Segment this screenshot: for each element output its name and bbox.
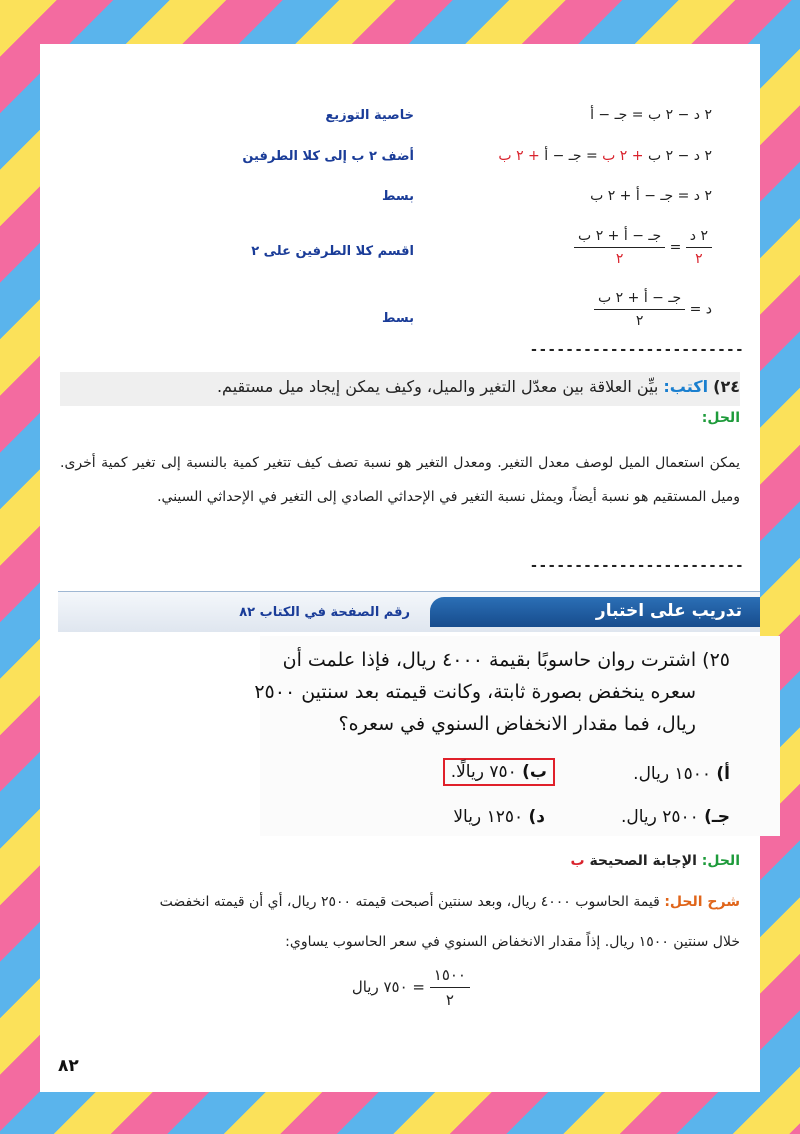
question-25-line-1: ٢٥) اشترت روان حاسوبًا بقيمة ٤٠٠٠ ريال، فإذا علمت أن [282, 649, 730, 671]
equation-2-added-right: + ٢ ب [498, 148, 540, 164]
banner-title: تدريب على اختبار [595, 601, 742, 621]
solution-label: الحل: [701, 410, 740, 426]
equation-1: ٢ د − ٢ ب = جـ − أ [590, 107, 712, 123]
equation-3-note: بسط [381, 189, 414, 204]
page-number: ٨٢ [58, 1056, 79, 1076]
explanation-label: شرح الحل: [664, 894, 740, 910]
equation-1-note: خاصية التوزيع [325, 108, 414, 123]
practice-test-banner [58, 591, 760, 631]
equation-4-left-fraction: $\frac{\text{٢ د}}{٢}$ [686, 228, 712, 267]
equation-2 [498, 148, 712, 164]
divider-1: ------------------------ [529, 342, 744, 358]
equation-2-note: أضف ٢ ب إلى كلا الطرفين [242, 149, 414, 164]
choice-b-highlighted: ب) ٧٥٠ ريالًا. [443, 758, 555, 786]
question-number: ٢٤) [713, 377, 740, 396]
equation-4-note: اقسم كلا الطرفين على ٢ [251, 244, 414, 259]
write-label: اكتب: [663, 377, 709, 396]
question-25 [230, 644, 730, 740]
equation-2-added-left: + ٢ ب [602, 148, 644, 164]
equation-5-fraction: $\frac{\text{جـ − أ + ٢ ب}}{٢}$ [594, 290, 685, 329]
equation-2-part-a: ٢ د − ٢ ب [647, 148, 712, 164]
equation-5: د = $\frac{\text{جـ − أ + ٢ ب}}{٢}$ [594, 290, 712, 329]
equation-5-note: بسط [381, 311, 414, 326]
divider-2: ------------------------ [529, 558, 744, 574]
explanation-formula: $\frac{١٥٠٠}{٢}$ = ٧٥٠ ريال [352, 966, 470, 1009]
question-24-text: بيِّن العلاقة بين معدّل التغير والميل، وكيف يمكن إيجاد ميل مستقيم. [216, 377, 659, 396]
question-25-line-3: ريال، فما مقدار الانخفاض السنوي في سعره؟ [338, 713, 696, 735]
banner-page-ref: رقم الصفحة في الكتاب ٨٢ [239, 605, 410, 620]
correct-choice: ب [570, 853, 585, 869]
explanation-line-1: شرح الحل: قيمة الحاسوب ٤٠٠٠ ريال، وبعد سنتين أصبحت قيمته ٢٥٠٠ ريال، أي أن قيمته انخفضت [159, 894, 740, 910]
equation-3: ٢ د = جـ − أ + ٢ ب [590, 188, 712, 204]
explanation-line-2: خلال سنتين ١٥٠٠ ريال. إذاً مقدار الانخفاض السنوي في سعر الحاسوب يساوي: [285, 934, 740, 950]
equation-4-right-fraction: $\frac{\text{جـ − أ + ٢ ب}}{٢}$ [574, 228, 665, 267]
page [40, 44, 760, 1092]
choice-c: جـ) ٢٥٠٠ ريال. [620, 807, 730, 827]
explanation-fraction: $\frac{١٥٠٠}{٢}$ [430, 966, 470, 1009]
equation-2-part-c: = جـ − أ [544, 148, 598, 164]
answer-line: الحل: الإجابة الصحيحة ب [570, 853, 740, 869]
choice-a: أ) ١٥٠٠ ريال. [633, 764, 730, 784]
question-25-line-2: سعره ينخفض بصورة ثابتة، وكانت قيمته بعد سنتين ٢٥٠٠ [254, 681, 696, 703]
choice-d: د) ١٢٥٠ ريالا [453, 807, 545, 827]
question-24 [217, 377, 740, 396]
equation-4: $\frac{\text{٢ د}}{٢}$ = $\frac{\text{جـ − أ + ٢ ب}}{٢}$ [574, 228, 712, 267]
solution-24-text: يمكن استعمال الميل لوصف معدل التغير. ومعدل التغير هو نسبة تصف كيف تتغير كمية بالنسبة إلى تغير كمية أخرى. وميل المستقيم هو نسبة أيضاً، ويمثل نسبة التغير في الإحداثي الصادي إلى التغير في الإحداثي السيني. [60, 455, 740, 505]
